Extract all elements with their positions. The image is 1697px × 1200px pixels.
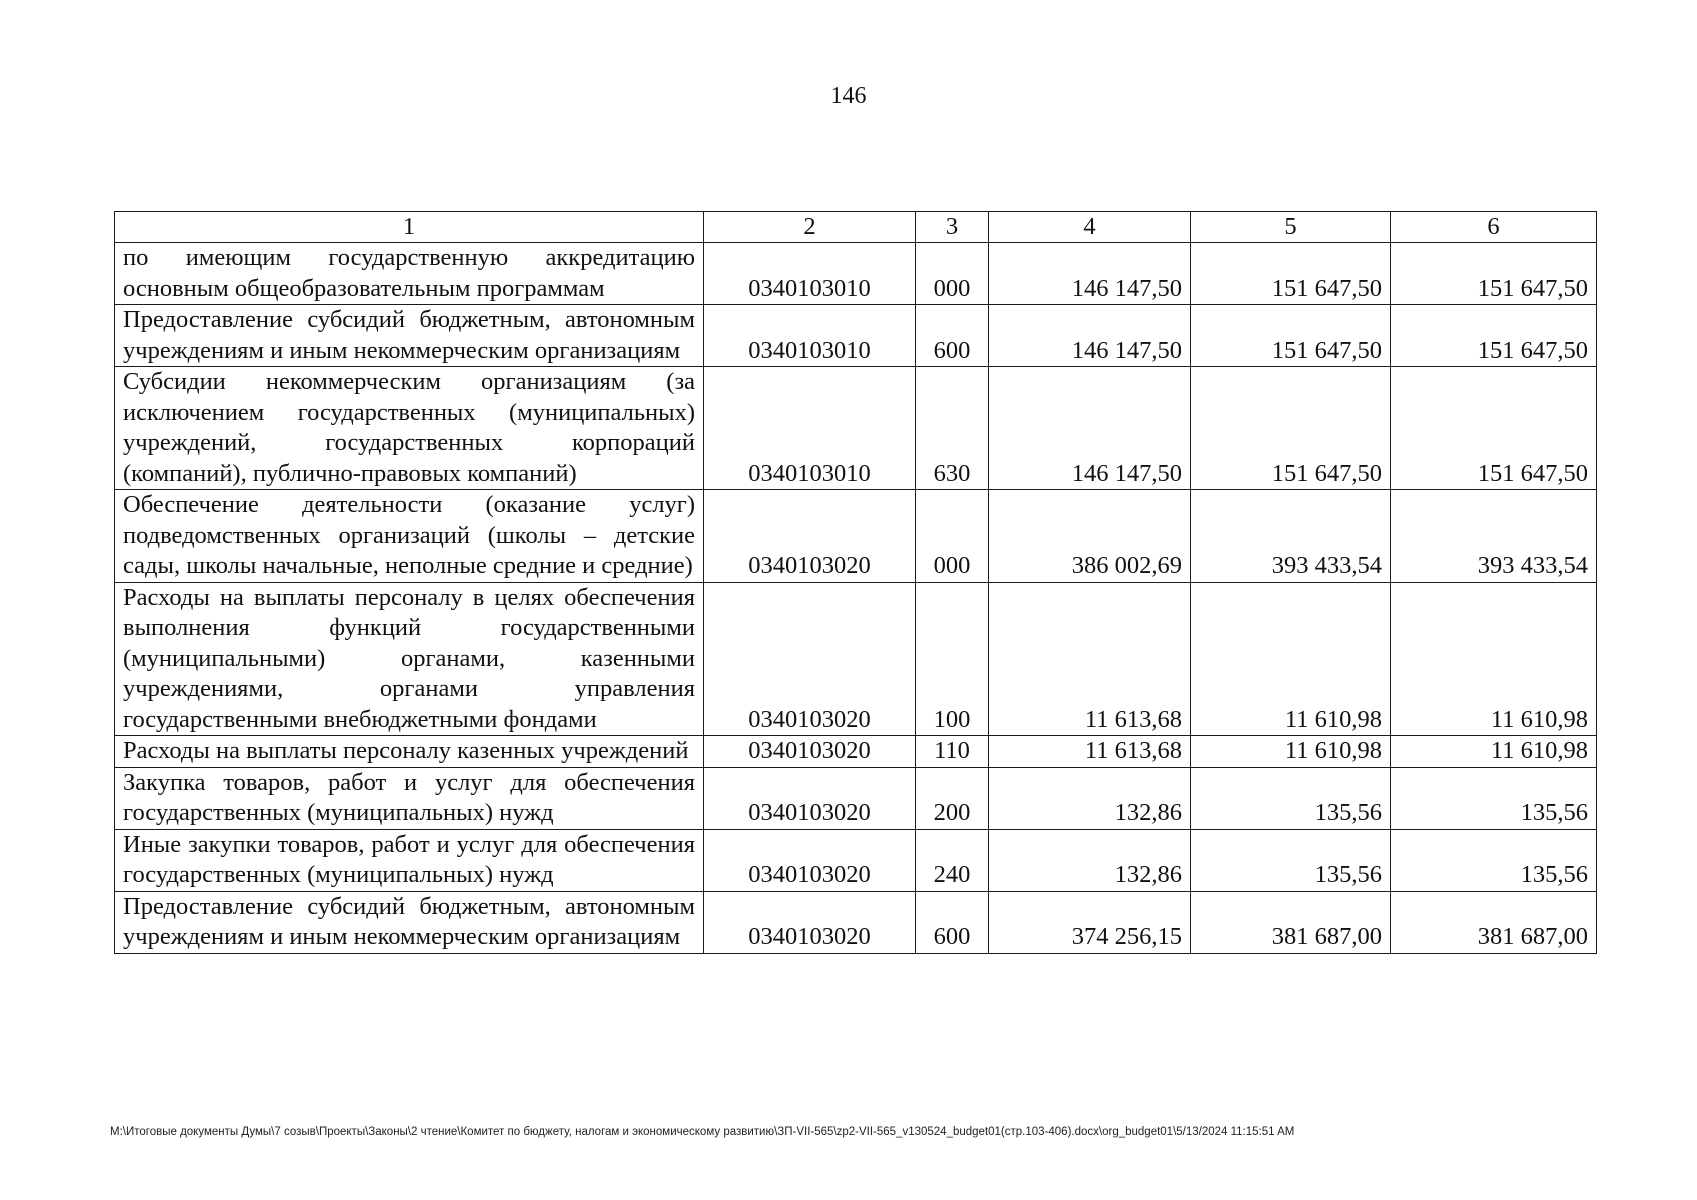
amount-col-5: 135,56 bbox=[1191, 767, 1391, 829]
expense-name: Иные закупки товаров, работ и услуг для обеспечения государственных (муниципальных) нужд bbox=[115, 829, 704, 891]
table-header-row bbox=[115, 212, 1597, 243]
expense-name: по имеющим государственную аккредитацию основным общеобразовательным программам bbox=[115, 243, 704, 305]
page-number: 146 bbox=[830, 83, 867, 109]
table-row bbox=[115, 367, 1597, 490]
expense-type-code: 600 bbox=[916, 891, 989, 953]
expense-type-code: 110 bbox=[916, 736, 989, 768]
expense-type-code: 200 bbox=[916, 767, 989, 829]
expense-type-code: 000 bbox=[916, 490, 989, 583]
amount-col-4: 374 256,15 bbox=[989, 891, 1191, 953]
expense-name: Закупка товаров, работ и услуг для обеспечения государственных (муниципальных) нужд bbox=[115, 767, 704, 829]
amount-col-6: 393 433,54 bbox=[1391, 490, 1597, 583]
amount-col-6: 135,56 bbox=[1391, 829, 1597, 891]
expense-name: Предоставление субсидий бюджетным, автономным учреждениям и иным некоммерческим организациям bbox=[115, 891, 704, 953]
table-row bbox=[115, 582, 1597, 736]
expense-type-code: 630 bbox=[916, 367, 989, 490]
expense-name: Расходы на выплаты персоналу в целях обеспечения выполнения функций государственными (муниципальными) органами, казенными учреждениями, органами управления государственными внебюджетными фондами bbox=[115, 582, 704, 736]
amount-col-6: 11 610,98 bbox=[1391, 736, 1597, 768]
expense-type-code: 100 bbox=[916, 582, 989, 736]
amount-col-4: 132,86 bbox=[989, 767, 1191, 829]
amount-col-6: 151 647,50 bbox=[1391, 305, 1597, 367]
amount-col-5: 393 433,54 bbox=[1191, 490, 1391, 583]
amount-col-4: 132,86 bbox=[989, 829, 1191, 891]
amount-col-4: 146 147,50 bbox=[989, 367, 1191, 490]
amount-col-6: 151 647,50 bbox=[1391, 243, 1597, 305]
amount-col-4: 11 613,68 bbox=[989, 736, 1191, 768]
amount-col-4: 11 613,68 bbox=[989, 582, 1191, 736]
target-code: 0340103020 bbox=[704, 767, 916, 829]
amount-col-5: 11 610,98 bbox=[1191, 582, 1391, 736]
target-code: 0340103020 bbox=[704, 582, 916, 736]
expense-name: Субсидии некоммерческим организациям (за исключением государственных (муниципальных) учреждений, государственных корпораций (компаний), публично-правовых компаний) bbox=[115, 367, 704, 490]
amount-col-5: 151 647,50 bbox=[1191, 367, 1391, 490]
amount-col-5: 151 647,50 bbox=[1191, 243, 1391, 305]
expense-name: Предоставление субсидий бюджетным, автономным учреждениям и иным некоммерческим организациям bbox=[115, 305, 704, 367]
column-header-3: 3 bbox=[916, 212, 989, 243]
target-code: 0340103020 bbox=[704, 736, 916, 768]
expense-type-code: 600 bbox=[916, 305, 989, 367]
budget-table bbox=[114, 211, 1597, 954]
file-path-footer: M:\Итоговые документы Думы\7 созыв\Проекты\Законы\2 чтение\Комитет по бюджету, налогам и экономическому развитию\ЗП-VII-565\zp2-VII-565_v130524_budget01(стр.103-406).docx\org_budget01\5/13/2024 11:15:51 AM bbox=[110, 1126, 1295, 1138]
amount-col-4: 386 002,69 bbox=[989, 490, 1191, 583]
table-row bbox=[115, 767, 1597, 829]
amount-col-5: 381 687,00 bbox=[1191, 891, 1391, 953]
table-row bbox=[115, 490, 1597, 583]
expense-name: Обеспечение деятельности (оказание услуг) подведомственных организаций (школы – детские сады, школы начальные, неполные средние и средние) bbox=[115, 490, 704, 583]
column-header-5: 5 bbox=[1191, 212, 1391, 243]
column-header-4: 4 bbox=[989, 212, 1191, 243]
table-row bbox=[115, 829, 1597, 891]
table-row bbox=[115, 891, 1597, 953]
target-code: 0340103010 bbox=[704, 305, 916, 367]
amount-col-5: 11 610,98 bbox=[1191, 736, 1391, 768]
amount-col-6: 151 647,50 bbox=[1391, 367, 1597, 490]
expense-type-code: 240 bbox=[916, 829, 989, 891]
column-header-1: 1 bbox=[115, 212, 704, 243]
amount-col-6: 11 610,98 bbox=[1391, 582, 1597, 736]
amount-col-4: 146 147,50 bbox=[989, 243, 1191, 305]
amount-col-5: 135,56 bbox=[1191, 829, 1391, 891]
table-row bbox=[115, 243, 1597, 305]
target-code: 0340103020 bbox=[704, 490, 916, 583]
target-code: 0340103010 bbox=[704, 367, 916, 490]
expense-name: Расходы на выплаты персоналу казенных учреждений bbox=[115, 736, 704, 768]
target-code: 0340103010 bbox=[704, 243, 916, 305]
target-code: 0340103020 bbox=[704, 891, 916, 953]
table-row bbox=[115, 305, 1597, 367]
amount-col-6: 381 687,00 bbox=[1391, 891, 1597, 953]
table-row bbox=[115, 736, 1597, 768]
column-header-2: 2 bbox=[704, 212, 916, 243]
amount-col-5: 151 647,50 bbox=[1191, 305, 1391, 367]
column-header-6: 6 bbox=[1391, 212, 1597, 243]
target-code: 0340103020 bbox=[704, 829, 916, 891]
amount-col-6: 135,56 bbox=[1391, 767, 1597, 829]
expense-type-code: 000 bbox=[916, 243, 989, 305]
amount-col-4: 146 147,50 bbox=[989, 305, 1191, 367]
